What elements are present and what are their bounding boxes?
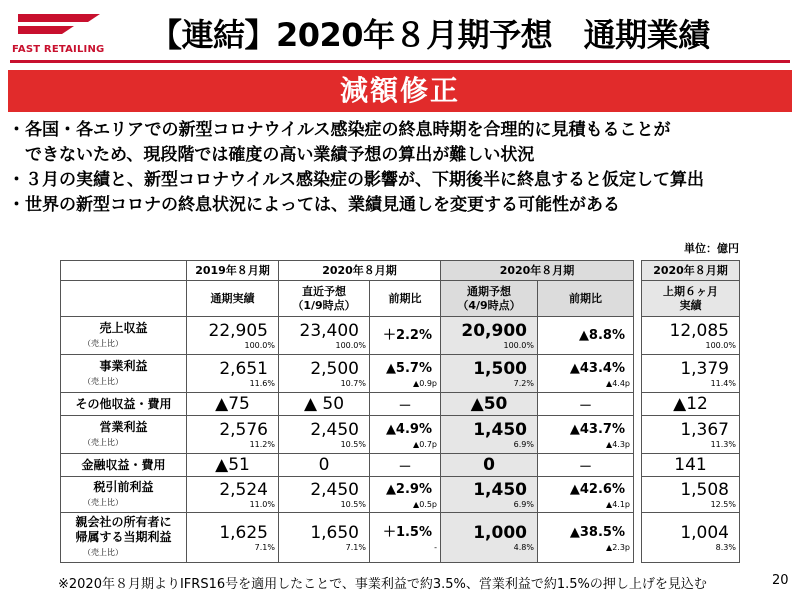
cell-value: 0 (318, 455, 330, 475)
bullet-item: ・各国・各エリアでの新型コロナウイルス感染症の終息時期を合理的に見積もることが (8, 120, 671, 140)
cell-value: ▲12 (673, 394, 708, 414)
cell-value: 2,450 (310, 479, 359, 500)
header-fy2019-sub: 通期実績 (187, 281, 279, 317)
logo-mark-icon (12, 8, 104, 42)
cell-yoy-pt: ▲0.5p (413, 499, 437, 509)
cell-ratio: 100.0% (503, 340, 534, 350)
row-label: 税引前利益 (93, 479, 154, 494)
header-h1-line2: 実績 (679, 298, 702, 312)
cell-ratio: 6.9% (513, 439, 534, 449)
table-row (642, 416, 740, 454)
table-header-row (61, 261, 634, 281)
cell-yoy: ▲42.6% (569, 481, 625, 497)
cell-value: 1,450 (473, 479, 527, 500)
cell-value: 1,625 (219, 522, 268, 543)
table-subheader-row (642, 281, 740, 317)
cell-yoy: － (370, 393, 441, 416)
forecast-table (60, 260, 634, 563)
cell-ratio: 7.1% (254, 542, 275, 552)
table-row (642, 317, 740, 355)
cell-value: 1,500 (473, 358, 527, 379)
first-half-table (641, 260, 740, 563)
table-subheader-row (61, 281, 634, 317)
cell-yoy-pt: - (434, 542, 437, 552)
header-new-yoy: 前期比 (538, 281, 634, 317)
unit-label: 単位：億円 (684, 242, 739, 255)
table-row (61, 317, 634, 355)
table-row (61, 393, 634, 416)
cell-value: 1,508 (680, 479, 729, 500)
cell-ratio: 100.0% (705, 340, 736, 350)
cell-yoy-pt: ▲4.4p (606, 378, 630, 388)
table-row (642, 513, 740, 563)
row-sublabel: （売上比） (83, 548, 123, 557)
cell-yoy-pt: ▲2.3p (606, 542, 630, 552)
header-prev-yoy: 前期比 (370, 281, 441, 317)
cell-value: ▲ 50 (303, 394, 345, 414)
cell-ratio: 6.9% (513, 499, 534, 509)
table-header-row (642, 261, 740, 281)
cell-yoy: ▲5.7% (385, 360, 432, 376)
header-h1-line1: 上期６ヶ月 (663, 284, 718, 298)
cell-value: 22,905 (208, 320, 268, 341)
cell-ratio: 4.8% (513, 542, 534, 552)
cell-value: ▲75 (215, 394, 250, 414)
cell-yoy: ＋2.2% (382, 327, 432, 343)
cell-ratio: 10.7% (340, 378, 366, 388)
title-divider (10, 60, 790, 63)
cell-value: 20,900 (461, 320, 527, 341)
cell-ratio: 10.5% (340, 499, 366, 509)
table-row (61, 477, 634, 513)
cell-value: 0 (483, 455, 495, 475)
cell-yoy: ▲38.5% (569, 524, 625, 540)
cell-value: ▲51 (215, 455, 250, 475)
row-label-line2: 帰属する当期利益 (75, 530, 172, 544)
cell-yoy: － (538, 393, 634, 416)
page-title: 【連結】2020年８月期予想 通期業績 (150, 16, 710, 54)
cell-yoy-pt: ▲0.9p (413, 378, 437, 388)
cell-yoy: ▲43.4% (569, 360, 625, 376)
table-row (61, 355, 634, 393)
cell-yoy: ▲8.8% (578, 327, 625, 343)
row-label: 売上収益 (99, 320, 148, 335)
bullet-list (8, 118, 798, 218)
cell-value: 2,524 (219, 479, 268, 500)
cell-ratio: 7.1% (345, 542, 366, 552)
row-label: 親会社の所有者に (75, 515, 172, 529)
cell-ratio: 11.6% (249, 378, 275, 388)
cell-value: 2,576 (219, 419, 268, 440)
cell-ratio: 12.5% (710, 499, 736, 509)
table-row (642, 477, 740, 513)
cell-ratio: 11.3% (710, 439, 736, 449)
row-sublabel: （売上比） (83, 497, 123, 507)
cell-value: 1,367 (680, 419, 729, 440)
header-h1-sub (642, 281, 740, 317)
header-new-forecast (441, 281, 538, 317)
header-fy2020-prev: 2020年８月期 (279, 261, 441, 281)
cell-ratio: 100.0% (335, 340, 366, 350)
cell-yoy-pt: ▲4.3p (606, 439, 630, 449)
header-h1-title: 2020年８月期 (642, 261, 740, 281)
cell-ratio: 7.2% (513, 378, 534, 388)
row-label: 金融収益・費用 (61, 454, 187, 477)
logo-text: FAST RETAILING (12, 44, 105, 55)
cell-value: 141 (674, 455, 707, 475)
header-new-line2: （4/9時点） (457, 298, 521, 312)
cell-yoy-pt: ▲0.7p (413, 439, 437, 449)
row-label: 営業利益 (99, 419, 148, 434)
table-row (61, 416, 634, 454)
table-row (642, 454, 740, 477)
cell-value: 23,400 (299, 320, 359, 341)
table-row (61, 454, 634, 477)
cell-value: 12,085 (669, 320, 729, 341)
page-number: 20 (772, 573, 789, 588)
header-prev-forecast (279, 281, 370, 317)
cell-value: ▲50 (470, 394, 508, 414)
row-label: その他収益・費用 (61, 393, 187, 416)
cell-value: 2,500 (310, 358, 359, 379)
cell-value: 2,450 (310, 419, 359, 440)
cell-ratio: 11.4% (710, 378, 736, 388)
fast-retailing-logo (12, 8, 104, 60)
row-sublabel: （売上比） (83, 338, 123, 348)
row-sublabel: （売上比） (83, 376, 123, 386)
cell-yoy: ▲2.9% (385, 481, 432, 497)
cell-value: 1,650 (310, 522, 359, 543)
table-row (642, 393, 740, 416)
cell-ratio: 11.0% (249, 499, 275, 509)
bullet-item: ・３月の実績と、新型コロナウイルス感染症の影響が、下期後半に終息すると仮定して算出 (8, 170, 704, 190)
cell-value: 1,004 (680, 522, 729, 543)
revision-banner: 減額修正 (8, 70, 792, 112)
cell-ratio: 11.2% (249, 439, 275, 449)
header-fy2020-new: 2020年８月期 (441, 261, 634, 281)
cell-ratio: 8.3% (715, 542, 736, 552)
cell-yoy: ＋1.5% (382, 524, 432, 540)
cell-ratio: 10.5% (340, 439, 366, 449)
footnote: ※2020年８月期よりIFRS16号を適用したことで、事業利益で約3.5%、営業利益で約1.5%の押し上げを見込む (58, 577, 707, 592)
header-new-line1: 通期予想 (467, 284, 511, 298)
cell-yoy: － (538, 454, 634, 477)
header-prev-line1: 直近予想 (302, 284, 346, 298)
row-label: 事業利益 (99, 358, 148, 373)
cell-yoy: － (370, 454, 441, 477)
header-prev-line2: （1/9時点） (292, 298, 356, 312)
cell-ratio: 100.0% (244, 340, 275, 350)
row-sublabel: （売上比） (83, 437, 123, 447)
table-row (61, 513, 634, 563)
bullet-item: ・世界の新型コロナの終息状況によっては、業績見通しを変更する可能性がある (8, 195, 620, 215)
cell-yoy-pt: ▲4.1p (606, 499, 630, 509)
bullet-item: できないため、現段階では確度の高い業績予想の算出が難しい状況 (8, 145, 535, 165)
table-row (642, 355, 740, 393)
cell-value: 1,379 (680, 358, 729, 379)
cell-yoy: ▲43.7% (569, 421, 625, 437)
cell-value: 1,000 (473, 522, 527, 543)
cell-value: 2,651 (219, 358, 268, 379)
cell-yoy: ▲4.9% (385, 421, 432, 437)
cell-value: 1,450 (473, 419, 527, 440)
header-fy2019: 2019年８月期 (187, 261, 279, 281)
